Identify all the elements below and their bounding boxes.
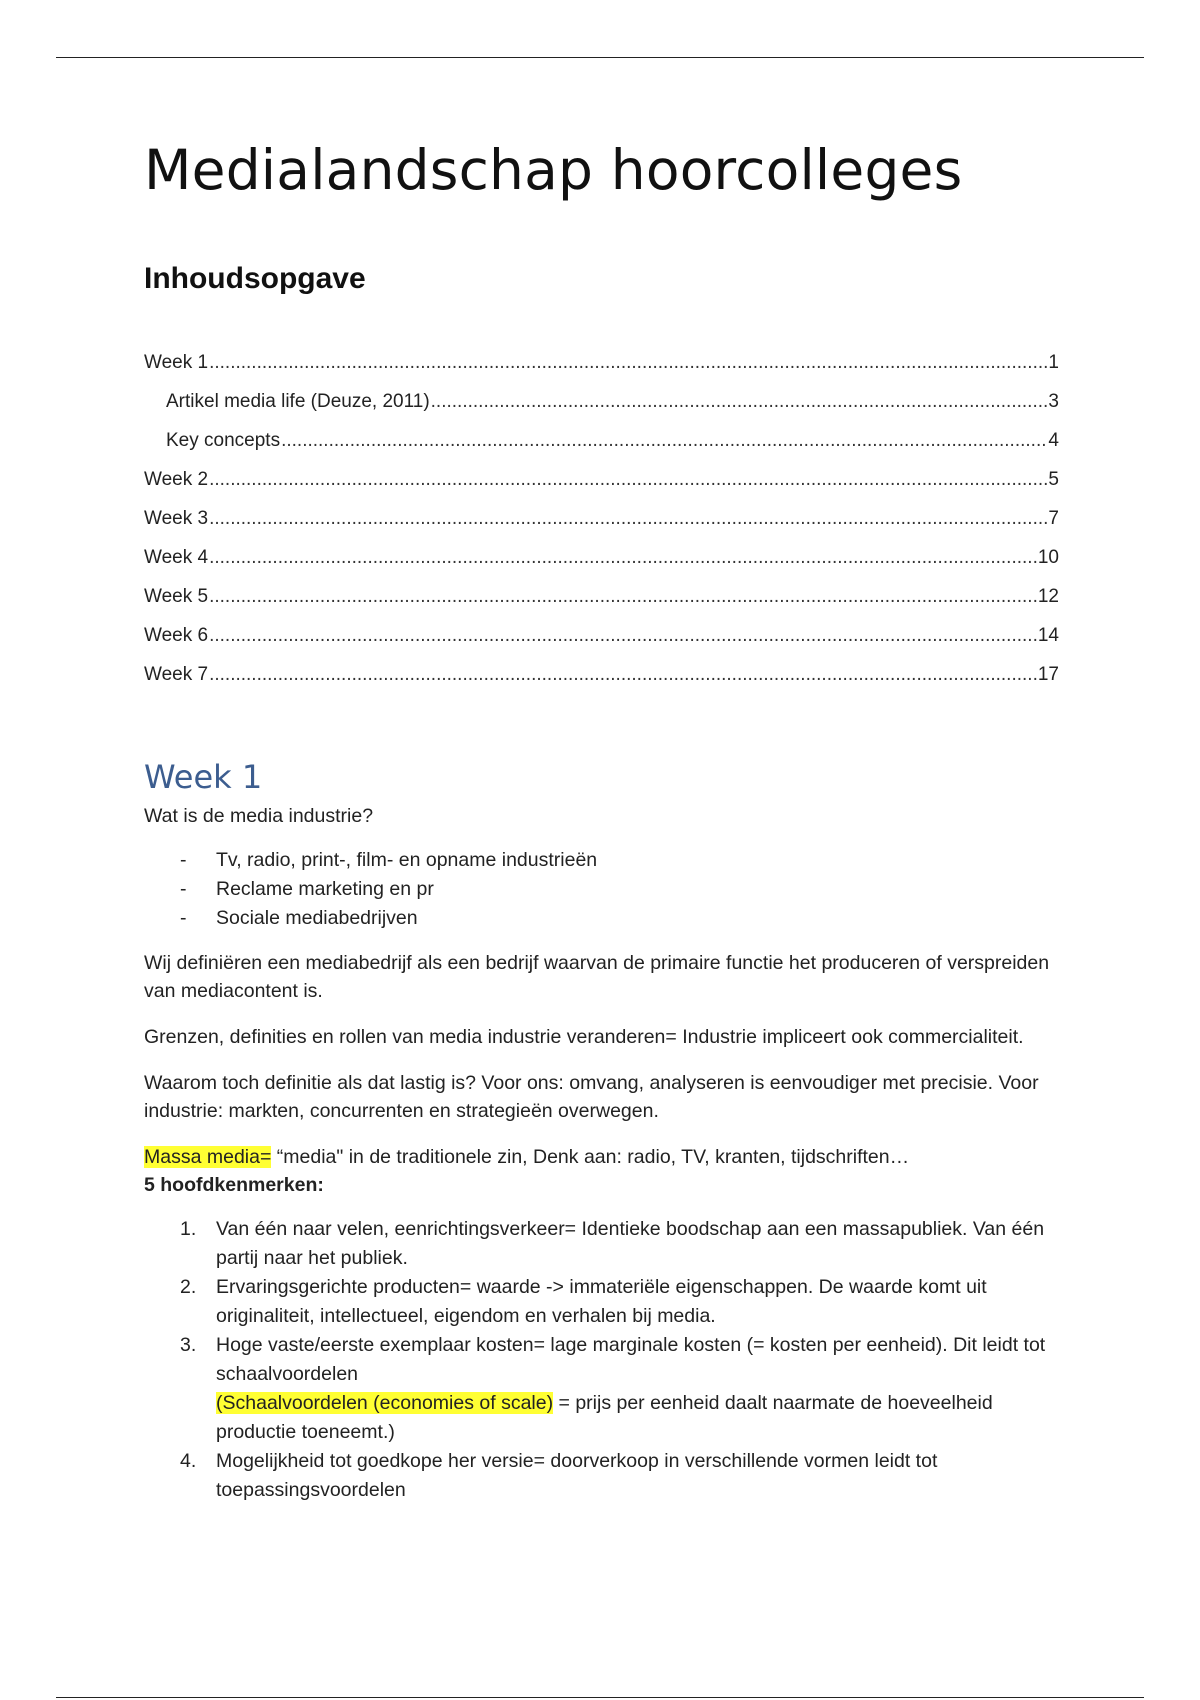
- toc-entry-page: 7: [1048, 508, 1059, 529]
- week-1-body: [144, 802, 1064, 1505]
- toc-entry-page: 1: [1048, 352, 1059, 373]
- toc-entry-label: Week 6: [144, 625, 209, 646]
- document-title: Medialandschap hoorcolleges: [144, 138, 963, 202]
- toc-leader-dots: [209, 625, 1037, 647]
- list-item: - Tv, radio, print-, film- en opname industrieën: [216, 846, 1064, 875]
- list-item: [180, 1447, 1064, 1505]
- toc-leader-dots: [209, 586, 1037, 608]
- list-item-text: Mogelijkheid tot goedkope her versie= doorverkoop in verschillende vormen leidt tot toepassingsvoordelen: [216, 1450, 938, 1501]
- list-item: [180, 1273, 1064, 1331]
- features-list: [144, 1215, 1064, 1505]
- paragraph-mass-media: [144, 1143, 1064, 1171]
- economies-of-scale-description: = prijs per eenheid daalt naarmate de hoeveelheid productie toeneemt.): [216, 1392, 993, 1443]
- list-item-text: Ervaringsgerichte producten= waarde -> immateriële eigenschappen. De waarde komt uit originaliteit, intellectueel, eigendom en verhalen bij media.: [216, 1276, 987, 1327]
- toc-entry-label: Week 5: [144, 586, 209, 607]
- list-number: 4.: [180, 1450, 197, 1472]
- toc-leader-dots: [209, 664, 1037, 686]
- toc-leader-dots: [209, 547, 1037, 569]
- list-item: - Sociale mediabedrijven: [216, 904, 1064, 933]
- toc-entry-label: Week 3: [144, 508, 209, 529]
- top-rule: [56, 57, 1144, 58]
- paragraph-definition: Wij definiëren een mediabedrijf als een bedrijf waarvan de primaire functie het produceren of verspreiden van mediacontent is.: [144, 952, 1050, 1002]
- toc-leader-dots: [281, 430, 1047, 452]
- toc-entry-week-4[interactable]: [144, 547, 1059, 586]
- list-number: 1.: [180, 1218, 197, 1240]
- list-item: [180, 1331, 1064, 1447]
- toc-entry-week-3[interactable]: [144, 508, 1059, 547]
- list-number: 3.: [180, 1334, 197, 1356]
- highlighted-term-economies-of-scale: (Schaalvoordelen (economies of scale): [216, 1392, 554, 1414]
- paragraph-why-definition: Waarom toch definitie als dat lastig is? Voor ons: omvang, analyseren is eenvoudiger met precisie. Voor industrie: markten, concurrenten en strategieën overwegen.: [144, 1072, 1039, 1122]
- toc-entry-key-concepts[interactable]: [144, 430, 1059, 469]
- list-item-text: Van één naar velen, eenrichtingsverkeer= Identieke boodschap aan een massapubliek. Van één partij naar het publiek.: [216, 1218, 1045, 1269]
- toc-entry-page: 4: [1048, 430, 1059, 451]
- toc-entry-page: 5: [1048, 469, 1059, 490]
- list-number: 2.: [180, 1276, 197, 1298]
- toc-entry-artikel-media-life[interactable]: [144, 391, 1059, 430]
- list-item: [180, 1215, 1064, 1273]
- toc-entry-week-2[interactable]: [144, 469, 1059, 508]
- bottom-rule: [56, 1697, 1144, 1698]
- toc-entry-label: Week 7: [144, 664, 209, 685]
- toc-entry-page: 14: [1037, 625, 1059, 646]
- toc-entry-page: 3: [1048, 391, 1059, 412]
- paragraph-boundaries: Grenzen, definities en rollen van media industrie veranderen= Industrie impliceert ook commercialiteit.: [144, 1026, 1024, 1048]
- list-item: - Reclame marketing en pr: [216, 875, 1064, 904]
- toc-entry-week-6[interactable]: [144, 625, 1059, 664]
- features-heading: 5 hoofdkenmerken:: [144, 1174, 324, 1196]
- toc-entry-label: Artikel media life (Deuze, 2011): [166, 391, 430, 412]
- list-item-text: Hoge vaste/eerste exemplaar kosten= lage marginale kosten (= kosten per eenheid). Dit leidt tot schaalvoordelen: [216, 1334, 1046, 1385]
- toc-entry-week-7[interactable]: [144, 664, 1059, 703]
- toc-entry-page: 10: [1037, 547, 1059, 568]
- week-1-heading: Week 1: [144, 758, 263, 796]
- toc-entry-label: Week 2: [144, 469, 209, 490]
- toc-leader-dots: [209, 508, 1047, 530]
- highlighted-term-mass-media: Massa media=: [144, 1146, 272, 1168]
- toc-heading: Inhoudsopgave: [144, 262, 366, 295]
- toc-leader-dots: [209, 352, 1047, 374]
- toc-entry-week-5[interactable]: [144, 586, 1059, 625]
- question-text: Wat is de media industrie?: [144, 805, 374, 827]
- toc-entry-week-1[interactable]: [144, 352, 1059, 391]
- toc-entry-page: 12: [1037, 586, 1059, 607]
- mass-media-description: “media" in de traditionele zin, Denk aan: radio, TV, kranten, tijdschriften…: [271, 1146, 910, 1168]
- toc-entry-page: 17: [1037, 664, 1059, 685]
- toc-entry-label: Key concepts: [166, 430, 281, 451]
- toc-entry-label: Week 1: [144, 352, 209, 373]
- toc-leader-dots: [209, 469, 1047, 491]
- toc-entry-label: Week 4: [144, 547, 209, 568]
- media-industry-list: [144, 846, 1064, 933]
- toc-leader-dots: [431, 391, 1048, 413]
- table-of-contents: [144, 352, 1059, 703]
